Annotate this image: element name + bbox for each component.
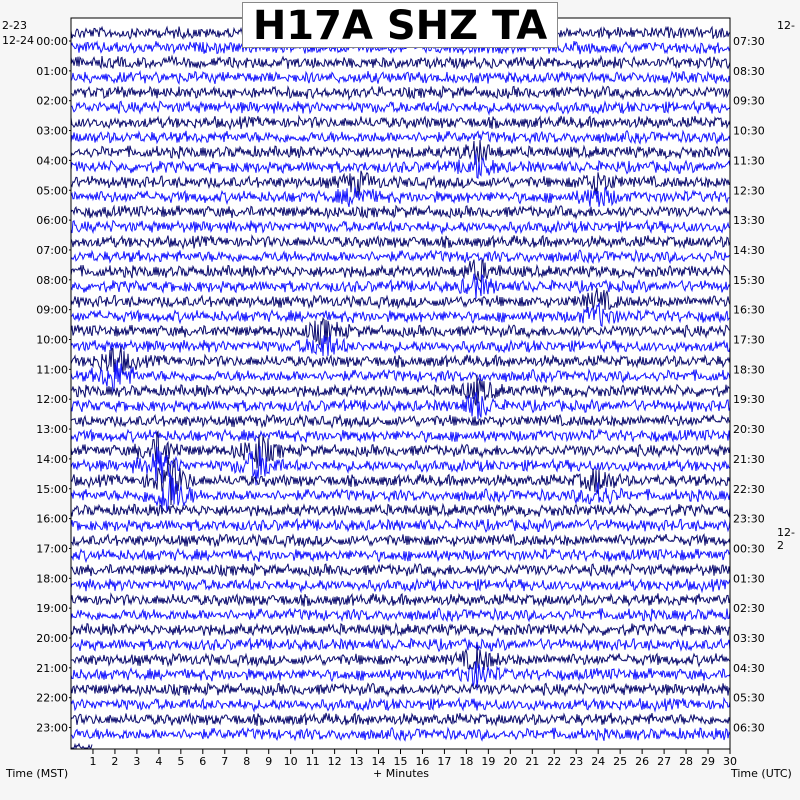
left-hour-label: 00:00 [36, 35, 68, 48]
right-hour-label: 12:30 [733, 184, 765, 198]
right-hour-label: 04:30 [733, 661, 765, 675]
x-tick-label: 1 [89, 755, 97, 768]
x-tick-label: 6 [199, 755, 207, 768]
x-tick-label: 19 [481, 755, 496, 768]
right-hour-label: 01:30 [733, 572, 765, 586]
left-hour-label: 15:00 [36, 482, 68, 496]
left-hour-label: 16:00 [36, 512, 68, 526]
x-tick-label: 2 [111, 755, 119, 768]
left-hour-label: 20:00 [36, 632, 68, 645]
left-hour-label: 11:00 [36, 363, 68, 377]
right-date-mid: 12-2 [777, 526, 795, 552]
x-tick-label: 23 [569, 755, 584, 768]
x-tick-label: 27 [657, 755, 672, 768]
plot-background [71, 18, 730, 749]
x-tick-label: 5 [177, 755, 185, 768]
left-hour-label: 03:00 [36, 124, 68, 138]
left-hour-label: 14:00 [36, 452, 68, 466]
left-hour-label: 01:00 [36, 64, 68, 78]
right-hour-label: 15:30 [733, 273, 765, 287]
x-tick-label: 18 [459, 755, 474, 768]
x-axis-label: + Minutes [373, 767, 430, 780]
left-hour-label: 19:00 [36, 602, 68, 616]
right-hour-label: 20:30 [733, 423, 765, 437]
right-hour-label: 23:30 [733, 512, 765, 526]
x-tick-label: 4 [155, 755, 163, 768]
left-hour-label: 07:00 [36, 243, 68, 257]
right-hour-label: 07:30 [733, 35, 765, 48]
right-hour-label: 14:30 [733, 243, 765, 257]
left-hour-label: 13:00 [36, 423, 68, 437]
left-hour-label: 10:00 [36, 333, 68, 347]
right-hour-label: 18:30 [733, 363, 765, 377]
x-tick-label: 30 [723, 755, 737, 768]
right-hour-label: 11:30 [733, 154, 765, 168]
x-tick-label: 25 [613, 755, 628, 768]
right-hour-label: 17:30 [733, 333, 765, 347]
x-tick-label: 13 [349, 755, 364, 768]
left-hour-label: 04:00 [36, 154, 68, 168]
left-axis-label: Time (MST) [6, 767, 69, 780]
right-hour-label: 06:30 [733, 721, 765, 735]
right-hour-label: 03:30 [733, 632, 765, 645]
x-tick-label: 20 [503, 755, 518, 768]
left-hour-label: 05:00 [36, 184, 68, 198]
x-tick-label: 9 [265, 755, 273, 768]
left-hour-label: 06:00 [36, 214, 68, 228]
right-axis-label: Time (UTC) [731, 767, 792, 780]
x-tick-label: 21 [525, 755, 540, 768]
right-hour-labels [733, 35, 765, 735]
right-hour-label: 00:30 [733, 542, 765, 556]
right-date-top: 12- [777, 19, 795, 32]
left-hour-label: 12:00 [36, 393, 68, 407]
x-tick-label: 15 [393, 755, 408, 768]
left-hour-label: 08:00 [36, 273, 68, 287]
x-tick-label: 16 [415, 755, 430, 768]
x-tick-label: 12 [327, 755, 342, 768]
x-tick-label: 17 [437, 755, 452, 768]
left-date: 12-24 [2, 34, 34, 47]
left-hour-label: 02:00 [36, 94, 68, 108]
x-tick-label: 11 [305, 755, 320, 768]
left-hour-labels [36, 35, 71, 735]
chart-title: H17A SHZ TA [242, 2, 558, 48]
right-hour-label: 08:30 [733, 64, 765, 78]
x-tick-label: 7 [221, 755, 229, 768]
left-hour-label: 18:00 [36, 572, 68, 586]
x-axis-ticks [89, 749, 737, 768]
x-tick-label: 14 [371, 755, 386, 768]
x-tick-label: 26 [635, 755, 650, 768]
left-hour-label: 22:00 [36, 691, 68, 705]
right-hour-label: 02:30 [733, 602, 765, 616]
x-tick-label: 29 [701, 755, 716, 768]
right-hour-label: 05:30 [733, 691, 765, 705]
right-hour-label: 09:30 [733, 94, 765, 108]
right-hour-label: 22:30 [733, 482, 765, 496]
left-hour-label: 09:00 [36, 303, 68, 317]
left-hour-label: 17:00 [36, 542, 68, 556]
right-hour-label: 10:30 [733, 124, 765, 138]
left-hour-label: 23:00 [36, 721, 68, 735]
x-tick-label: 24 [591, 755, 606, 768]
x-tick-label: 8 [243, 755, 251, 768]
right-hour-label: 16:30 [733, 303, 765, 317]
x-tick-label: 10 [283, 755, 298, 768]
x-tick-label: 28 [679, 755, 694, 768]
x-tick-label: 3 [133, 755, 141, 768]
left-date-top: 2-23 [2, 19, 27, 32]
x-tick-label: 22 [547, 755, 562, 768]
right-hour-label: 13:30 [733, 214, 765, 228]
left-hour-label: 21:00 [36, 661, 68, 675]
right-hour-label: 19:30 [733, 393, 765, 407]
right-hour-label: 21:30 [733, 452, 765, 466]
